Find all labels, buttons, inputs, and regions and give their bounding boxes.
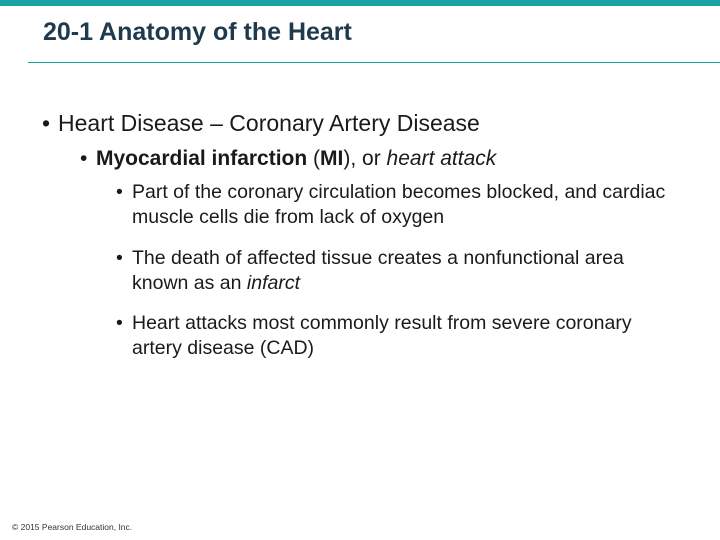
bullet-level2	[80, 147, 496, 171]
bullet-level1-text: Heart Disease – Coronary Artery Disease	[58, 110, 480, 136]
bullet-level3-item	[116, 180, 672, 230]
paren-close: ), or	[343, 147, 387, 170]
bullet-level3-item	[116, 246, 672, 296]
copyright-footer: © 2015 Pearson Education, Inc.	[12, 522, 133, 532]
bullet-level1	[42, 110, 480, 137]
term-infarct: infarct	[246, 272, 301, 294]
title-divider	[28, 62, 720, 63]
term-heart-attack: heart attack	[386, 147, 497, 170]
slide-title: 20-1 Anatomy of the Heart	[43, 18, 352, 46]
bullet-level3-text: Part of the coronary circulation becomes blocked, and cardiac muscle cells die from lack of oxygen	[132, 181, 666, 228]
bullet-marker: •	[116, 181, 123, 203]
top-accent-bar	[0, 0, 720, 6]
bullet-marker: •	[42, 110, 51, 136]
bullet-level3-text-wrap	[132, 246, 672, 296]
paren-open: (	[307, 147, 321, 170]
term-myocardial-infarction: Myocardial infarction	[96, 147, 308, 170]
bullet-marker: •	[116, 247, 123, 269]
term-mi: MI	[320, 147, 344, 170]
bullet-level3-text: The death of affected tissue creates a nonfunctional area known as an	[132, 247, 624, 294]
bullet-marker: •	[80, 147, 88, 170]
bullet-level3-text: Heart attacks most commonly result from severe coronary artery disease (CAD)	[132, 312, 632, 359]
bullet-marker: •	[116, 312, 123, 334]
bullet-level3-item	[116, 311, 672, 361]
